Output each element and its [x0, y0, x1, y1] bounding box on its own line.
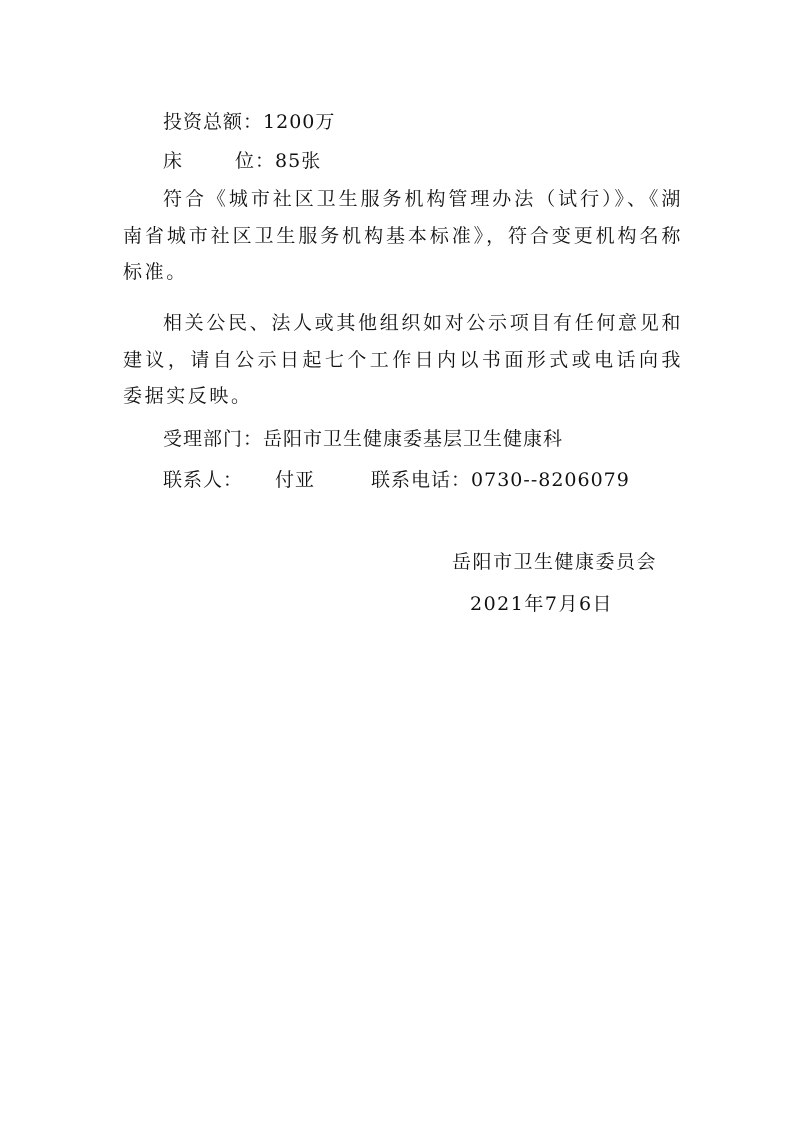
beds-value: 85张 — [275, 150, 322, 172]
department-label: 受理部门： — [163, 428, 264, 450]
department-value: 岳阳市卫生健康委基层卫生健康科 — [263, 428, 564, 450]
signature-org: 岳阳市卫生健康委员会 — [452, 551, 658, 573]
investment-value: 1200万 — [263, 111, 336, 133]
contact-label: 联系人： — [163, 469, 244, 491]
beds-label-part2: 位： — [235, 150, 276, 172]
compliance-paragraph: 符合《城市社区卫生服务机构管理办法（试行）》、《湖南省城市社区卫生服务机构基本标准》，符合变更机构名称标准。 — [123, 188, 683, 283]
beds-line — [163, 149, 321, 173]
signature-date: 2021年7月6日 — [470, 593, 614, 615]
phone-number: 0730--8206079 — [471, 469, 630, 491]
investment-label: 投资总额： — [163, 111, 264, 133]
investment-line — [163, 110, 335, 134]
contact-line — [163, 468, 630, 492]
contact-name: 付亚 — [275, 469, 316, 491]
feedback-paragraph: 相关公民、法人或其他组织如对公示项目有任何意见和建议，请自公示日起七个工作日内以书面形式或电话向我委据实反映。 — [123, 312, 683, 407]
beds-label-part1: 床 — [163, 150, 184, 172]
department-line — [163, 427, 563, 451]
phone-label: 联系电话： — [371, 469, 472, 491]
